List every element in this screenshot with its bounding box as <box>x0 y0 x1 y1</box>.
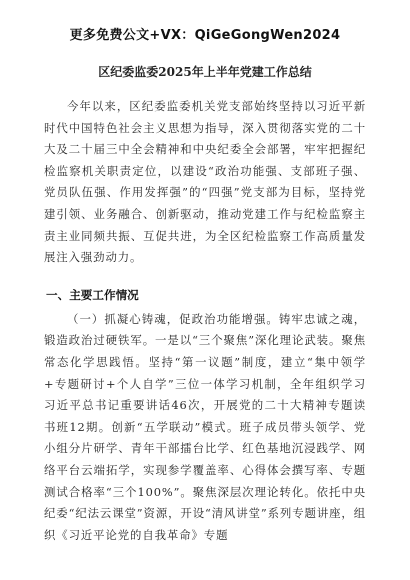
document-title: 区纪委监委2025年上半年党建工作总结 <box>98 65 312 79</box>
promo-banner: 更多免费公文+VX：QiGeGongWen2024 <box>69 28 341 43</box>
body-paragraph <box>44 309 366 547</box>
intro-text: 今年以来，区纪委监委机关党支部始终坚持以习近平新时代中国特色社会主义思想为指导，深入贯彻落实党的二十大及二十届三中全会精神和中央纪委全会部署，牢牢把握纪检监察机关职责定位，以建设“政治功能强、支部班子强、党员队伍强、作用发挥强”的“四强”党支部为目标，坚持党建引领、业务融合、创新驱动，推动党建工作与纪检监察主责主业同频共振、互促共进，为全区纪检监察工作高质量发展注入强劲动力。 <box>44 99 366 265</box>
intro-paragraph <box>44 96 366 269</box>
section-heading: 一、主要工作情况 <box>46 287 139 302</box>
body-text: （一）抓凝心铸魂，促政治功能增强。铸牢忠诚之魂，锻造政治过硬铁军。一是以“三个聚焦”深化理论武装。聚焦常态化学思践悟。坚持“第一议题”制度，建立“集中领学+专题研讨+个人自学”三位一体学习机制，全年组织学习习近平总书记重要讲话46次，开展党的二十大精神专题读书班12期。创新“五学联动”模式。班子成员带头领学、党小组分片研学、青年干部擂台比学、红色基地沉浸践学、网络平台云端拓学，实现参学覆盖率、心得体会撰写率、专题测试合格率“三个100%”。聚焦深层次理论转化。依托中央纪委“纪法云课堂”资源，开设“清风讲堂”系列专题讲座，组织《习近平论党的自我革命》专题 <box>44 311 366 542</box>
